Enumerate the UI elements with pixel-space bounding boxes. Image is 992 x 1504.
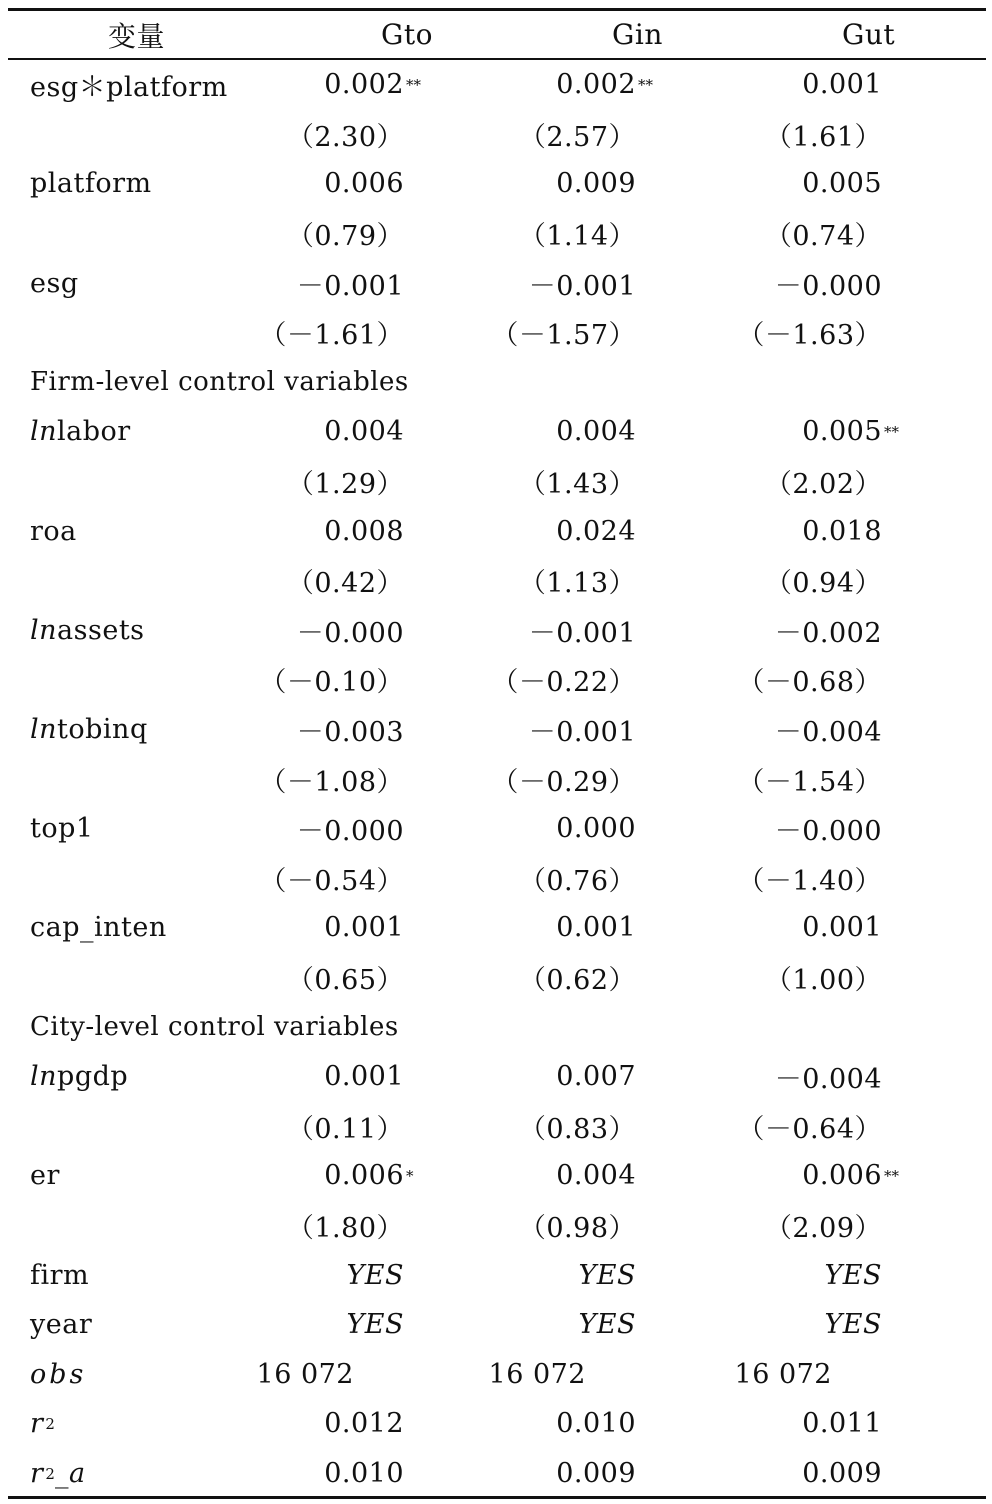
cell-value: （－0.68） — [737, 667, 882, 699]
cell-value: （－1.63） — [737, 320, 882, 352]
cell-gut — [802, 159, 910, 209]
cell-gin — [556, 159, 664, 209]
cell-gin — [489, 1350, 614, 1400]
cell-value: 0.001 — [556, 912, 636, 944]
cell-gto — [287, 1102, 432, 1152]
cell-value: YES — [824, 1259, 882, 1291]
table-row — [0, 308, 992, 358]
cell-value: （0.65） — [286, 965, 404, 997]
cell-value: 16 072 — [734, 1358, 832, 1390]
cell-value: －0.003 — [296, 717, 404, 749]
table-row — [0, 407, 992, 457]
cell-value: 0.010 — [324, 1458, 404, 1490]
label-text: firm — [30, 1259, 90, 1291]
cell-gut — [737, 754, 910, 804]
table-row — [0, 903, 992, 953]
cell-gto — [257, 1350, 382, 1400]
cell-gin — [519, 854, 664, 904]
cell-value: （2.30） — [286, 121, 404, 153]
cell-gto — [297, 606, 432, 656]
cell-gin — [519, 457, 664, 507]
cell-gto — [287, 457, 432, 507]
cell-value: －0.001 — [528, 717, 636, 749]
table-row — [0, 209, 992, 259]
section-heading: Firm-level control variables — [30, 367, 409, 398]
cell-gut — [802, 903, 910, 953]
table-row — [0, 556, 992, 606]
label-text: roa — [30, 515, 77, 547]
cell-gut — [765, 556, 910, 606]
cell-value: （1.00） — [764, 965, 882, 997]
cell-gto — [297, 804, 432, 854]
cell-value: YES — [824, 1309, 882, 1341]
table-row — [0, 1449, 992, 1499]
row-label — [30, 258, 79, 308]
cell-gto — [287, 953, 432, 1003]
cell-gin — [519, 1201, 664, 1251]
label-text: year — [30, 1309, 93, 1341]
label-superscript: 2 — [45, 1414, 55, 1433]
cell-value: 0.004 — [324, 416, 404, 448]
cell-gin — [529, 705, 664, 755]
table-row — [0, 1102, 992, 1152]
cell-gto — [324, 407, 432, 457]
cell-gut — [802, 1399, 910, 1449]
row-label — [30, 1250, 89, 1300]
row-label — [30, 506, 77, 556]
cell-value: （0.76） — [518, 865, 636, 897]
cell-gto — [324, 1151, 432, 1201]
cell-gut — [765, 1201, 910, 1251]
cell-value: （－0.54） — [259, 865, 404, 897]
cell-gut — [765, 110, 910, 160]
header-row — [0, 11, 992, 58]
cell-gut — [737, 854, 910, 904]
label-text: esg — [30, 267, 79, 299]
cell-gto — [259, 655, 432, 705]
cell-value: YES — [346, 1309, 404, 1341]
cell-value: 0.007 — [556, 1061, 636, 1093]
cell-value: （－1.08） — [259, 766, 404, 798]
significance-stars: * — [406, 1166, 414, 1185]
significance-stars: ** — [884, 422, 899, 441]
cell-value: 0.004 — [556, 1160, 636, 1192]
cell-gut — [775, 705, 910, 755]
cell-value: （0.79） — [286, 221, 404, 253]
cell-value: 0.005 — [802, 168, 882, 200]
table-row — [0, 159, 992, 209]
cell-value: （2.09） — [764, 1213, 882, 1245]
cell-value: （0.11） — [286, 1113, 404, 1145]
cell-value: 0.009 — [556, 168, 636, 200]
row-label — [30, 804, 94, 854]
cell-value: 0.006 — [324, 1160, 404, 1192]
cell-gut — [802, 407, 910, 457]
cell-gin — [578, 1300, 664, 1350]
cell-gto — [297, 258, 432, 308]
label-superscript: 2 — [45, 1464, 55, 1483]
cell-gto — [324, 1449, 432, 1499]
table-row — [0, 854, 992, 904]
table-row — [0, 1350, 992, 1400]
table-row — [0, 1052, 992, 1102]
cell-gut — [765, 953, 910, 1003]
cell-value: （－0.29） — [491, 766, 636, 798]
cell-value: （1.13） — [518, 568, 636, 600]
cell-value: 0.008 — [324, 515, 404, 547]
label-text: obs — [30, 1358, 87, 1390]
label-text: er — [30, 1160, 60, 1192]
cell-value: 0.009 — [802, 1458, 882, 1490]
table-row — [0, 1300, 992, 1350]
row-label — [30, 1052, 128, 1102]
cell-gto — [324, 60, 432, 110]
row-label — [30, 903, 167, 953]
label-text: assets — [57, 614, 145, 646]
cell-gto — [324, 1052, 432, 1102]
cell-value: （1.14） — [518, 221, 636, 253]
cell-gin — [556, 1052, 664, 1102]
cell-value: （－0.64） — [737, 1113, 882, 1145]
cell-gto — [346, 1250, 432, 1300]
cell-value: （2.02） — [764, 469, 882, 501]
label-text: labor — [57, 416, 131, 448]
cell-value: （0.62） — [518, 965, 636, 997]
cell-gin — [491, 754, 664, 804]
bottom-rule — [8, 1496, 986, 1499]
cell-gin — [556, 60, 664, 110]
table-row — [0, 1250, 992, 1300]
cell-value: （1.29） — [286, 469, 404, 501]
cell-gut — [737, 308, 910, 358]
cell-gin — [578, 1250, 664, 1300]
cell-gut — [802, 1151, 910, 1201]
cell-gin — [491, 308, 664, 358]
table-row — [0, 506, 992, 556]
cell-value: （1.61） — [764, 121, 882, 153]
cell-gto — [287, 556, 432, 606]
cell-value: 0.001 — [802, 912, 882, 944]
label-prefix: ln — [30, 714, 58, 746]
cell-value: －0.000 — [296, 816, 404, 848]
cell-gto — [287, 110, 432, 160]
cell-gto — [297, 705, 432, 755]
cell-value: （0.74） — [764, 221, 882, 253]
cell-gin — [556, 407, 664, 457]
row-label — [30, 60, 228, 110]
label-suffix: _a — [54, 1458, 86, 1490]
cell-gin — [519, 556, 664, 606]
table-row — [0, 258, 992, 308]
cell-gin — [556, 804, 664, 854]
table-row — [0, 60, 992, 110]
label-text: pgdp — [57, 1061, 129, 1093]
label-text: r — [30, 1408, 44, 1440]
significance-stars: ** — [884, 1166, 899, 1185]
section-row — [0, 358, 992, 408]
cell-value: 0.009 — [556, 1458, 636, 1490]
row-label — [30, 606, 145, 656]
cell-gin — [519, 953, 664, 1003]
table-row — [0, 754, 992, 804]
cell-value: －0.000 — [774, 816, 882, 848]
label-prefix: ln — [30, 614, 58, 646]
cell-gut — [765, 209, 910, 259]
header-gut: Gut — [842, 18, 896, 51]
cell-gut — [802, 506, 910, 556]
cell-value: 16 072 — [256, 1358, 354, 1390]
cell-gut — [775, 804, 910, 854]
cell-value: （0.42） — [286, 568, 404, 600]
cell-gto — [324, 506, 432, 556]
cell-value: 0.006 — [324, 168, 404, 200]
row-label — [30, 407, 131, 457]
row-label — [30, 1449, 86, 1499]
cell-value: （0.98） — [518, 1213, 636, 1245]
cell-gut — [824, 1250, 910, 1300]
row-label — [30, 705, 148, 755]
cell-gto — [324, 903, 432, 953]
cell-gin — [556, 903, 664, 953]
cell-gut — [802, 60, 910, 110]
cell-gut — [775, 258, 910, 308]
cell-value: （－0.10） — [259, 667, 404, 699]
significance-stars: ** — [406, 75, 421, 94]
cell-gto — [259, 754, 432, 804]
cell-value: （－0.22） — [491, 667, 636, 699]
cell-gto — [287, 209, 432, 259]
cell-gut — [765, 457, 910, 507]
cell-gin — [519, 110, 664, 160]
cell-value: （－1.57） — [491, 320, 636, 352]
header-variable: 变量 — [108, 19, 166, 53]
header-gto: Gto — [381, 18, 433, 51]
row-label — [30, 1300, 92, 1350]
cell-gto — [324, 159, 432, 209]
label-text: esg＊platform — [30, 72, 228, 104]
cell-value: YES — [578, 1259, 636, 1291]
cell-value: 0.011 — [802, 1408, 882, 1440]
table-row — [0, 1201, 992, 1251]
header-gin: Gin — [612, 18, 663, 51]
row-label — [30, 1151, 60, 1201]
cell-value: （－1.54） — [737, 766, 882, 798]
cell-value: 0.004 — [556, 416, 636, 448]
cell-value: （2.57） — [518, 121, 636, 153]
label-text: tobinq — [57, 714, 148, 746]
table-row — [0, 110, 992, 160]
cell-value: 0.001 — [324, 1061, 404, 1093]
cell-value: －0.004 — [774, 1064, 882, 1096]
table-row — [0, 804, 992, 854]
table-row — [0, 457, 992, 507]
row-label — [30, 159, 152, 209]
cell-value: －0.001 — [528, 270, 636, 302]
cell-gin — [519, 1102, 664, 1152]
cell-gut — [737, 1102, 910, 1152]
cell-value: 0.002 — [324, 69, 404, 101]
cell-value: －0.002 — [774, 617, 882, 649]
cell-value: －0.001 — [528, 617, 636, 649]
cell-value: YES — [578, 1309, 636, 1341]
cell-value: （－1.40） — [737, 865, 882, 897]
cell-value: 16 072 — [488, 1358, 586, 1390]
cell-gin — [519, 209, 664, 259]
cell-value: （0.94） — [764, 568, 882, 600]
cell-gin — [529, 258, 664, 308]
cell-gut — [735, 1350, 860, 1400]
cell-value: 0.002 — [556, 69, 636, 101]
cell-gut — [775, 1052, 910, 1102]
cell-value: （1.80） — [286, 1213, 404, 1245]
cell-value: 0.001 — [802, 69, 882, 101]
cell-gto — [259, 854, 432, 904]
table-row — [0, 606, 992, 656]
cell-value: （0.83） — [518, 1113, 636, 1145]
label-text: cap_inten — [30, 912, 167, 944]
cell-value: YES — [346, 1259, 404, 1291]
row-label — [30, 1399, 55, 1449]
cell-value: （1.43） — [518, 469, 636, 501]
label-text: top1 — [30, 813, 94, 845]
cell-value: 0.005 — [802, 416, 882, 448]
table-row — [0, 655, 992, 705]
label-prefix: ln — [30, 416, 58, 448]
label-text: r — [30, 1458, 44, 1490]
cell-value: 0.018 — [802, 515, 882, 547]
cell-value: －0.000 — [774, 270, 882, 302]
label-text: platform — [30, 168, 152, 200]
cell-value: －0.004 — [774, 717, 882, 749]
cell-gto — [259, 308, 432, 358]
cell-value: 0.000 — [556, 813, 636, 845]
cell-value: 0.001 — [324, 912, 404, 944]
row-label — [30, 1350, 86, 1400]
cell-gto — [324, 1399, 432, 1449]
cell-value: －0.001 — [296, 270, 404, 302]
cell-gut — [775, 606, 910, 656]
cell-value: 0.010 — [556, 1408, 636, 1440]
cell-gin — [556, 1399, 664, 1449]
cell-value: 0.024 — [556, 515, 636, 547]
table-row — [0, 705, 992, 755]
cell-value: 0.012 — [324, 1408, 404, 1440]
section-heading: City-level control variables — [30, 1012, 399, 1043]
table-row — [0, 953, 992, 1003]
cell-gin — [556, 506, 664, 556]
significance-stars: ** — [638, 75, 653, 94]
cell-gin — [556, 1151, 664, 1201]
cell-value: －0.000 — [296, 617, 404, 649]
cell-value: （－1.61） — [259, 320, 404, 352]
cell-gto — [287, 1201, 432, 1251]
cell-gut — [824, 1300, 910, 1350]
cell-gin — [491, 655, 664, 705]
cell-gut — [802, 1449, 910, 1499]
table-row — [0, 1151, 992, 1201]
cell-gin — [529, 606, 664, 656]
section-row — [0, 1002, 992, 1052]
table-row — [0, 1399, 992, 1449]
cell-gut — [737, 655, 910, 705]
cell-value: 0.006 — [802, 1160, 882, 1192]
label-prefix: ln — [30, 1061, 58, 1093]
cell-gto — [346, 1300, 432, 1350]
cell-gin — [556, 1449, 664, 1499]
